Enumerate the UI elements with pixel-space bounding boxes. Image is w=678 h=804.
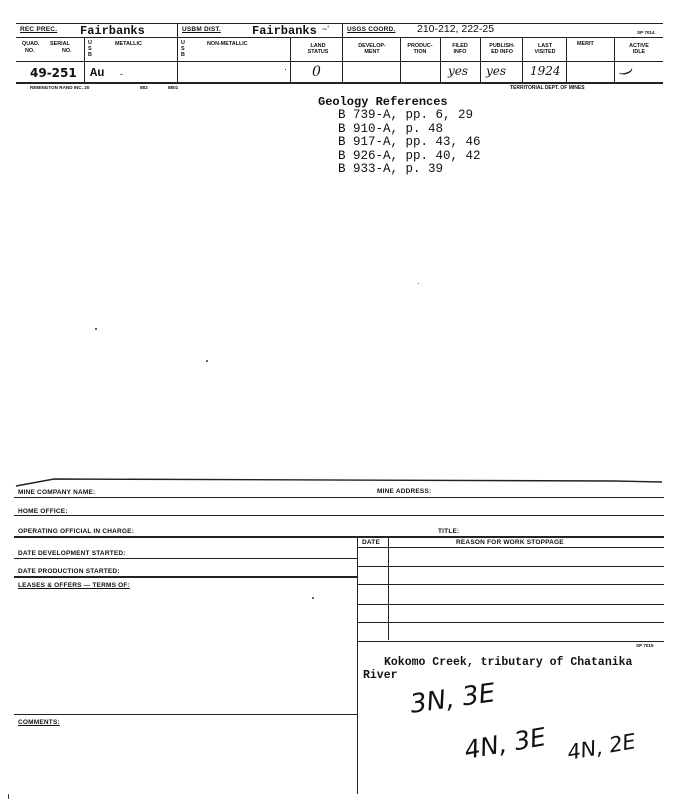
title-label: TITLE: [438, 528, 460, 535]
dot-mark: · [284, 64, 287, 74]
table-rule-1 [357, 566, 664, 567]
reference-item: B 926-A, pp. 40, 42 [338, 148, 481, 163]
scan-speck [8, 794, 9, 799]
table-rule-3 [357, 604, 664, 605]
vline-header-1 [177, 23, 178, 37]
scan-speck [206, 360, 208, 362]
reference-item: B 910-A, p. 48 [338, 121, 444, 136]
references-list [318, 109, 481, 177]
reference-item: B 917-A, pp. 43, 46 [338, 135, 481, 149]
metallic-value: Au [90, 66, 105, 80]
col-production: PRODUC- TION [407, 43, 433, 55]
reference-item: B 933-A, p. 39 [338, 162, 444, 176]
prod-started-label: DATE PRODUCTION STARTED: [18, 568, 120, 575]
quad-serial-value: 49-251 [30, 66, 77, 80]
table-rule-2 [357, 584, 664, 585]
vline-col-10 [614, 37, 615, 82]
handwritten-note-1: 3N, 3E [408, 678, 498, 720]
rule-prod [14, 576, 357, 578]
handwritten-note-2: 4N, 3E [462, 722, 549, 765]
last-visited-value: 1924 [530, 64, 561, 78]
operating-official-label: OPERATING OFFICIAL IN CHARGE: [18, 528, 135, 535]
dept-imprint: TERRITORIAL DEPT. OF MINES [510, 85, 585, 91]
form-top-rule [14, 474, 664, 488]
col-published-info: PUBLISH- ED INFO [489, 43, 515, 55]
vline-col-8 [522, 37, 523, 82]
rule-dev [14, 558, 357, 559]
row-bottom [16, 82, 663, 84]
handwritten-note-3: 4N, 2E [565, 729, 638, 765]
rule-operating [14, 536, 664, 538]
scan-speck [95, 328, 97, 330]
col-quad: QUAD. [22, 41, 40, 47]
usbm-dist-label: USBM DIST. [182, 26, 221, 33]
rec-prec-value: Fairbanks [80, 24, 145, 38]
usbm-dist-value: Fairbanks [252, 24, 317, 38]
scan-speck [312, 597, 314, 599]
vline-col-2 [177, 37, 178, 82]
published-info-value: yes [486, 64, 507, 78]
vline-header-2 [342, 23, 343, 37]
geology-references [318, 96, 481, 177]
comments-label: COMMENTS: [18, 719, 60, 726]
active-idle-mark: ) [617, 64, 637, 80]
form-number-bottom: SP 7015 [636, 643, 654, 648]
col-filed-info: FILED INFO [452, 43, 468, 55]
col-land-status: LAND STATUS [307, 43, 329, 55]
vline-col-4 [342, 37, 343, 82]
printer-code-2: 8801 [168, 85, 179, 90]
land-status-value: 0 [312, 64, 321, 80]
table-header-rule [357, 547, 664, 548]
vline-col-6 [440, 37, 441, 82]
leases-label: LEASES & OFFERS — TERMS OF: [18, 582, 130, 589]
reference-item: B 739-A, pp. 6, 29 [338, 108, 474, 122]
dev-started-label: DATE DEVELOPMENT STARTED: [18, 550, 126, 557]
vline-col-5 [400, 37, 401, 82]
col-quad-no: NO. [25, 48, 35, 54]
tick-mark: ~' [322, 24, 329, 34]
printer-imprint: REMINGTON RAND INC. 20 [30, 85, 90, 90]
usgs-coord-label: USGS COORD. [347, 26, 396, 33]
rule-home-office [14, 515, 664, 516]
location-line-1: Kokomo Creek, tributary of Chatanika [384, 656, 633, 669]
vline-col-7 [480, 37, 481, 82]
rule-company [14, 497, 664, 498]
filed-info-value: yes [448, 64, 469, 78]
col-development: DEVELOP- MENT [358, 43, 386, 55]
col-non-metallic: NON-METALLIC [207, 41, 248, 47]
dash-mark: - [120, 69, 123, 79]
vline-col-1 [84, 37, 85, 82]
references-heading: Geology References [318, 95, 448, 109]
col-usb-right: U S B [181, 40, 185, 58]
table-left-border [357, 536, 358, 794]
vline-col-3 [290, 37, 291, 82]
rec-prec-label: REC PREC. [20, 26, 58, 33]
location-line-2: River [363, 669, 398, 682]
col-metallic: METALLIC [115, 41, 142, 47]
vline-col-9 [566, 37, 567, 82]
col-serial: SERIAL [50, 41, 70, 47]
table-rule-5 [357, 641, 664, 642]
col-active-idle: ACTIVE IDLE [629, 43, 649, 55]
usgs-coord-value: 210-212, 222-25 [417, 23, 495, 35]
table-date-divider [388, 536, 389, 640]
printer-code-1: 882 [140, 85, 148, 90]
col-serial-no: NO. [62, 48, 72, 54]
table-rule-4 [357, 622, 664, 623]
mine-address-label: MINE ADDRESS: [377, 488, 432, 495]
rule-comments [14, 714, 357, 715]
date-column-header: DATE [362, 539, 381, 546]
col-merit: MERIT [577, 41, 594, 47]
home-office-label: HOME OFFICE: [18, 508, 68, 515]
col-usb-left: U S B [88, 40, 92, 58]
scan-speck [418, 283, 419, 284]
form-number-top: SP 7014 [637, 30, 655, 35]
col-last-visited: LAST VISITED [534, 43, 556, 55]
reason-column-header: REASON FOR WORK STOPPAGE [456, 539, 564, 546]
mine-company-name-label: MINE COMPANY NAME: [18, 489, 96, 496]
